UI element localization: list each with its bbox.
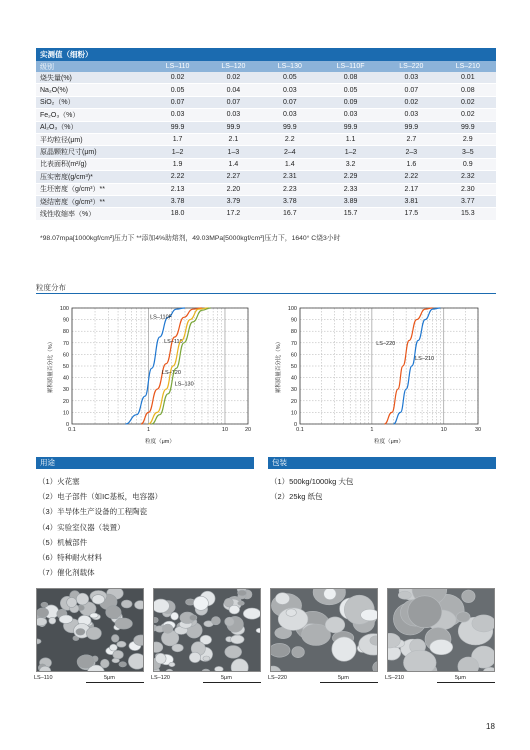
row-label: SiO₂（%） [36, 96, 150, 108]
series-line-ls-110f [126, 308, 186, 424]
table-cell: 0.02 [150, 72, 205, 84]
table-row [36, 133, 496, 145]
table-cell: 2.13 [150, 183, 205, 195]
table-cell: 3.89 [318, 195, 383, 207]
row-label: Na₂O(%) [36, 84, 150, 96]
table-cell: 1.7 [150, 133, 205, 145]
list-item: （7）催化剂载体 [38, 568, 95, 578]
column-header: LS–210 [440, 61, 496, 72]
spec-table [36, 61, 496, 221]
table-cell: 0.03 [205, 109, 261, 121]
scale-bar-label: 5μm [221, 675, 232, 681]
row-label: 平均粒径(μm) [36, 133, 150, 145]
y-tick-label: 20 [62, 398, 69, 405]
list-item: （4）实验室仪器（装置） [38, 522, 125, 532]
table-cell: 99.9 [440, 121, 496, 133]
y-tick-label: 50 [290, 364, 297, 370]
table-cell: 0.07 [262, 96, 318, 108]
table-cell: 0.02 [205, 72, 261, 84]
y-tick-label: 90 [62, 317, 69, 324]
table-cell: 3.81 [383, 195, 439, 207]
series-label: LS–130 [174, 381, 194, 388]
psd-chart-right [264, 298, 496, 446]
list-item: （6）特种耐火材料 [38, 553, 103, 562]
table-cell: 3.78 [150, 195, 205, 207]
y-tick-label: 10 [62, 410, 69, 417]
table-cell: 2.22 [383, 171, 439, 183]
table-cell: 0.09 [318, 96, 383, 108]
table-cell: 99.9 [262, 121, 318, 133]
psd-section-title: 粒度分布 [36, 283, 66, 292]
x-tick-label: 0.1 [68, 427, 76, 433]
table-cell: 0.9 [440, 158, 496, 170]
y-tick-label: 70 [290, 340, 297, 347]
y-tick-label: 30 [62, 387, 69, 394]
x-tick-label: 10 [221, 427, 229, 433]
series-label: LS–110 [164, 338, 183, 345]
row-label: 生坯密度（g/cm³）** [36, 183, 150, 195]
table-cell: 0.05 [150, 84, 205, 96]
table-cell: 0.03 [383, 109, 439, 121]
list-item: （2）电子部件（如IC基板，电容器） [38, 492, 163, 502]
table-cell: 99.9 [150, 121, 205, 133]
table-cell: 1.4 [205, 158, 261, 170]
table-cell: 0.08 [318, 72, 383, 84]
table-cell: 2.22 [150, 171, 205, 183]
table-cell: 2.23 [262, 183, 318, 195]
y-tick-label: 0 [293, 422, 297, 428]
table-cell: 0.01 [440, 72, 496, 84]
row-label: 线性收缩率（%） [36, 208, 150, 220]
table-cell: 0.02 [383, 96, 439, 108]
spec-table-title: 实测值（细粉） [36, 48, 496, 61]
x-tick-label: 1 [146, 427, 151, 433]
table-cell: 2.32 [440, 171, 496, 183]
row-label: 烧结密度（g/cm³）** [36, 195, 150, 207]
y-tick-label: 40 [62, 375, 69, 382]
table-cell: 17.2 [205, 208, 261, 220]
micrograph-label: LS–210 [385, 675, 404, 681]
table-row [36, 72, 496, 84]
sem-micrograph [270, 588, 378, 672]
row-label: Fe₂O₃（%） [36, 109, 150, 121]
scale-bar [437, 682, 495, 683]
table-cell: 15.7 [318, 208, 383, 220]
footnote: *98.07mpa[1000kgf/cm²]压力下 **添加4%助熔剂，49.03MPa[5000kgf/cm²]压力下，1640° C烧3小时 [40, 235, 341, 242]
table-cell: 0.03 [383, 72, 439, 84]
table-cell: 0.05 [262, 72, 318, 84]
row-label: 压实密度(g/cm³)* [36, 171, 150, 183]
spec-table-header-row [36, 61, 496, 72]
table-cell: 99.9 [383, 121, 439, 133]
y-tick-label: 30 [290, 387, 297, 394]
scale-bar [86, 682, 144, 683]
table-cell: 2.1 [205, 133, 261, 145]
micrograph-label: LS–120 [151, 675, 170, 681]
micrograph-label: LS–110 [34, 675, 53, 681]
list-item: （1）火花塞 [38, 477, 80, 486]
table-cell: 0.02 [440, 96, 496, 108]
table-cell: 17.5 [383, 208, 439, 220]
y-tick-label: 70 [62, 340, 69, 347]
list-item: （2）25kg 纸包 [270, 492, 323, 502]
sem-micrograph [36, 588, 144, 672]
table-row [36, 195, 496, 207]
y-tick-label: 100 [59, 306, 69, 312]
list-item: （5）机械部件 [38, 537, 88, 547]
page-number: 18 [486, 722, 495, 731]
y-tick-label: 10 [290, 410, 297, 417]
psd-chart-left [36, 298, 266, 446]
column-header: LS–120 [205, 61, 261, 72]
row-label: Al₂O₃（%） [36, 121, 150, 133]
sem-micrograph [153, 588, 261, 672]
table-cell: 2–4 [262, 146, 318, 158]
table-cell: 2.30 [440, 183, 496, 195]
y-tick-label: 40 [290, 375, 297, 382]
y-axis-label: 累积质量百分比（%） [276, 338, 282, 394]
row-label: 烧失量(%) [36, 72, 150, 84]
column-header: LS–220 [383, 61, 439, 72]
table-cell: 2.27 [205, 171, 261, 183]
y-tick-label: 50 [62, 364, 69, 370]
table-row [36, 171, 496, 183]
table-cell: 2.2 [262, 133, 318, 145]
table-cell: 0.03 [318, 109, 383, 121]
table-cell: 99.9 [205, 121, 261, 133]
x-tick-label: 30 [474, 427, 482, 433]
y-tick-label: 60 [62, 352, 69, 359]
table-row [36, 109, 496, 121]
table-cell: 1–2 [318, 146, 383, 158]
y-tick-label: 60 [290, 352, 297, 359]
table-cell: 1–3 [205, 146, 261, 158]
series-label: LS–110F [150, 314, 173, 321]
table-cell: 18.0 [150, 208, 205, 220]
y-tick-label: 80 [290, 329, 297, 336]
table-cell: 3.79 [205, 195, 261, 207]
table-cell: 2.7 [383, 133, 439, 145]
y-tick-label: 0 [65, 422, 69, 428]
x-axis-label: 粒度（μm） [374, 439, 404, 445]
table-row [36, 208, 496, 220]
table-cell: 2.31 [262, 171, 318, 183]
x-axis-label: 粒度（μm） [145, 439, 175, 445]
micrograph-label: LS–220 [268, 675, 287, 681]
table-cell: 3.77 [440, 195, 496, 207]
series-label: LS–120 [161, 370, 181, 377]
table-cell: 2.20 [205, 183, 261, 195]
table-cell: 1.4 [262, 158, 318, 170]
x-tick-label: 0.1 [296, 427, 304, 433]
scale-bar-label: 5μm [104, 675, 115, 681]
table-cell: 2.17 [383, 183, 439, 195]
y-tick-label: 90 [290, 317, 297, 324]
scale-bar-label: 5μm [338, 675, 349, 681]
list-item: （3）半导体生产设备的工程陶瓷 [38, 507, 148, 517]
column-header: LS–110 [150, 61, 205, 72]
table-cell: 1.9 [150, 158, 205, 170]
table-cell: 0.07 [205, 96, 261, 108]
row-label: 比表面积(m²/g) [36, 158, 150, 170]
scale-bar [320, 682, 378, 683]
table-cell: 99.9 [318, 121, 383, 133]
x-tick-label: 20 [244, 427, 252, 433]
table-cell: 2.33 [318, 183, 383, 195]
table-cell: 0.07 [383, 84, 439, 96]
table-cell: 0.02 [440, 109, 496, 121]
table-cell: 1.1 [318, 133, 383, 145]
y-axis-label: 累积质量百分比（%） [48, 338, 54, 394]
uses-title: 用途 [36, 457, 254, 469]
table-cell: 0.03 [262, 84, 318, 96]
packaging-title: 包装 [268, 457, 496, 469]
table-row [36, 183, 496, 195]
table-row [36, 121, 496, 133]
x-tick-label: 10 [440, 427, 447, 433]
series-label: LS–220 [376, 341, 396, 348]
table-cell: 3–5 [440, 146, 496, 158]
column-header: LS–110F [318, 61, 383, 72]
table-row [36, 84, 496, 96]
column-header-grade: 级别 [36, 61, 150, 72]
column-header: LS–130 [262, 61, 318, 72]
table-cell: 2.9 [440, 133, 496, 145]
sem-micrograph [387, 588, 495, 672]
table-cell: 0.03 [262, 109, 318, 121]
list-item: （1）500kg/1000kg 大包 [270, 477, 354, 486]
series-label: LS–210 [415, 356, 435, 363]
table-cell: 0.08 [440, 84, 496, 96]
scale-bar-label: 5μm [455, 675, 466, 681]
table-cell: 0.04 [205, 84, 261, 96]
table-cell: 1.6 [383, 158, 439, 170]
y-tick-label: 20 [290, 398, 297, 405]
y-tick-label: 80 [62, 329, 69, 336]
table-row [36, 146, 496, 158]
psd-divider [36, 293, 496, 294]
table-cell: 0.07 [150, 96, 205, 108]
row-label: 原晶颗粒尺寸(μm) [36, 146, 150, 158]
table-cell: 3.78 [262, 195, 318, 207]
table-cell: 16.7 [262, 208, 318, 220]
table-row [36, 96, 496, 108]
table-cell: 3.2 [318, 158, 383, 170]
y-tick-label: 100 [287, 306, 297, 312]
table-cell: 1–2 [150, 146, 205, 158]
table-cell: 0.05 [318, 84, 383, 96]
table-cell: 2–3 [383, 146, 439, 158]
table-row [36, 158, 496, 170]
x-tick-label: 1 [370, 427, 374, 433]
scale-bar [203, 682, 261, 683]
table-cell: 2.29 [318, 171, 383, 183]
table-cell: 0.03 [150, 109, 205, 121]
table-cell: 15.3 [440, 208, 496, 220]
